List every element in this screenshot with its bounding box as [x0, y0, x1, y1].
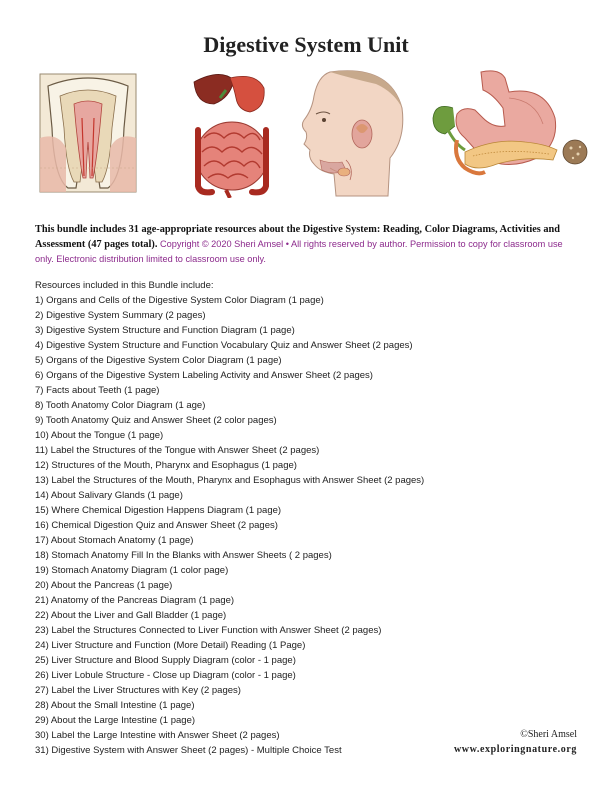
list-item: 5) Organs of the Digestive System Color Diagram (1 page): [35, 355, 282, 366]
list-item: 22) About the Liver and Gall Bladder (1 page): [35, 610, 227, 621]
page-title: Digestive System Unit: [203, 32, 409, 57]
list-item: 19) Stomach Anatomy Diagram (1 color page): [35, 565, 229, 576]
author-name: ©Sheri Amsel: [520, 729, 577, 740]
list-item: 16) Chemical Digestion Quiz and Answer Sheet (2 pages): [35, 520, 278, 531]
list-item: 11) Label the Structures of the Tongue with Answer Sheet (2 pages): [35, 445, 320, 456]
list-item: 30) Label the Large Intestine with Answer Sheet (2 pages): [35, 730, 280, 741]
intro-paragraph: [35, 222, 580, 267]
bundle-summary: This bundle includes 31 age-appropriate resources about the Digestive System: Reading, Color Diagrams, Activities and Assessment (47 pages total).: [35, 224, 560, 250]
list-item: 28) About the Small Intestine (1 page): [35, 700, 195, 711]
list-item: 4) Digestive System Structure and Function Vocabulary Quiz and Answer Sheet (2 pages): [35, 340, 413, 351]
list-item: 1) Organs and Cells of the Digestive System Color Diagram (1 page): [35, 295, 324, 306]
illustration-strip: [30, 68, 590, 208]
list-item: 12) Structures of the Mouth, Pharynx and Esophagus (1 page): [35, 460, 297, 471]
list-item: 8) Tooth Anatomy Color Diagram (1 age): [35, 400, 206, 411]
list-item: 31) Digestive System with Answer Sheet (2 pages) - Multiple Choice Test: [35, 745, 342, 756]
list-item: 23) Label the Structures Connected to Liver Function with Answer Sheet (2 pages): [35, 625, 382, 636]
stomach-pancreas-icon: [425, 68, 590, 198]
website-url: www.exploringnature.org: [453, 744, 577, 755]
list-item: 2) Digestive System Summary (2 pages): [35, 310, 206, 321]
list-item: 6) Organs of the Digestive System Labeling Activity and Answer Sheet (2 pages): [35, 370, 373, 381]
list-item: 18) Stomach Anatomy Fill In the Blanks with Answer Sheets ( 2 pages): [35, 550, 332, 561]
list-item: 10) About the Tongue (1 page): [35, 430, 164, 441]
list-item: 7) Facts about Teeth (1 page): [35, 385, 160, 396]
list-item: 13) Label the Structures of the Mouth, Pharynx and Esophagus with Answer Sheet (2 pages): [35, 475, 425, 486]
list-item: 24) Liver Structure and Function (More Detail) Reading (1 Page): [35, 640, 306, 651]
resource-list: [35, 293, 580, 758]
list-item: 26) Liver Lobule Structure - Close up Diagram (color - 1 page): [35, 670, 296, 681]
resources-heading: Resources included in this Bundle include:: [35, 280, 214, 291]
list-item: 25) Liver Structure and Blood Supply Diagram (color - 1 page): [35, 655, 296, 666]
resources-section: [35, 278, 580, 758]
list-item: 21) Anatomy of the Pancreas Diagram (1 page): [35, 595, 235, 606]
list-item: 20) About the Pancreas (1 page): [35, 580, 173, 591]
list-item: 14) About Salivary Glands (1 page): [35, 490, 183, 501]
head-salivary-glands-icon: [290, 68, 410, 198]
list-item: 29) About the Large Intestine (1 page): [35, 715, 196, 726]
author-credit: [454, 727, 577, 757]
tooth-cross-section-icon: [38, 68, 138, 196]
digestive-organs-icon: [190, 68, 275, 198]
list-item: 3) Digestive System Structure and Function Diagram (1 page): [35, 325, 295, 336]
list-item: 15) Where Chemical Digestion Happens Diagram (1 page): [35, 505, 282, 516]
copyright-notice: Copyright © 2020 Sheri Amsel • All rights reserved by author. Permission to copy for classroom use only. Electronic distribution limited to classroom use only.: [35, 239, 563, 264]
list-item: 17) About Stomach Anatomy (1 page): [35, 535, 194, 546]
list-item: 9) Tooth Anatomy Quiz and Answer Sheet (2 color pages): [35, 415, 277, 426]
list-item: 27) Label the Liver Structures with Key (2 pages): [35, 685, 241, 696]
